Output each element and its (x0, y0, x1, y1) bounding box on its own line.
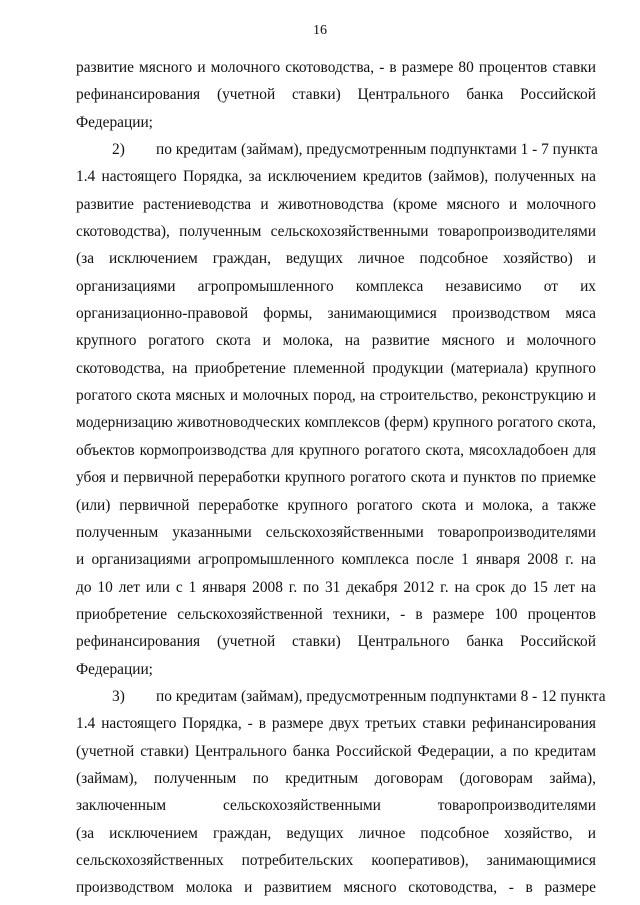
text-line: производством молока и развитием мясного скотоводства, - в размере (76, 879, 596, 897)
text-line: по кредитам (займам), предусмотренным подпунктами 8 - 12 пункта (156, 687, 606, 705)
text-line: (за исключением граждан, ведущих личное подсобное хозяйство, и (76, 824, 596, 842)
text-line: скотоводства, на приобретение племенной продукции (материала) крупного (76, 359, 596, 377)
text-line: (за исключением граждан, ведущих личное подсобное хозяйство) и (76, 250, 596, 268)
text-line: (учетной ставки) Центрального банка Российской Федерации, а по кредитам (76, 742, 596, 760)
text-line: рефинансирования (учетной ставки) Центрального банка Российской (76, 633, 596, 651)
text-line: скотоводства), полученным сельскохозяйственными товаропроизводителями (76, 223, 596, 241)
paragraph-first-line (76, 136, 596, 163)
text-line: развитие растениеводства и животноводства (кроме мясного и молочного (76, 195, 596, 213)
text-line: Федерации; (76, 660, 153, 678)
text-line: объектов кормопроизводства для крупного рогатого скота, мясохладобоен для (76, 441, 596, 459)
paragraph-first-line (76, 683, 606, 710)
text-line: модернизацию животноводческих комплексов (ферм) крупного рогатого скота, (76, 414, 596, 432)
text-line: и организациями агропромышленного комплекса после 1 января 2008 г. на (76, 551, 596, 569)
text-line: полученным указанными сельскохозяйственными товаропроизводителями (76, 523, 596, 541)
text-line: (займам), полученным по кредитным договорам (договорам займа), (76, 769, 596, 787)
text-line: заключенным сельскохозяйственными товаропроизводителями (76, 797, 596, 815)
text-line: рогатого скота мясных и молочных пород, на строительство, реконструкцию и (76, 387, 596, 405)
text-line: Федерации; (76, 113, 153, 131)
text-line: убоя и первичной переработки крупного рогатого скота и пунктов по приемке (76, 469, 596, 487)
text-line: 1.4 настоящего Порядка, - в размере двух третьих ставки рефинансирования (76, 715, 596, 733)
paragraph-3 (76, 683, 606, 902)
paragraph-1 (76, 54, 596, 136)
text-line: крупного рогатого скота и молока, на развитие мясного и молочного (76, 332, 596, 350)
text-line: сельскохозяйственных потребительских кооперативов), занимающимися (76, 851, 596, 869)
document-body (76, 54, 606, 902)
text-line: организациями агропромышленного комплекса независимо от их (76, 277, 596, 295)
text-line: (или) первичной переработке крупного рогатого скота и молока, а также (76, 496, 596, 514)
paragraph-2 (76, 136, 596, 683)
list-number: 3) (112, 687, 125, 705)
text-line: 1.4 настоящего Порядка, за исключением кредитов (займов), полученных на (76, 168, 596, 186)
text-line: организационно-правовой формы, занимающимися производством мяса (76, 305, 596, 323)
text-line: до 10 лет или с 1 января 2008 г. по 31 декабря 2012 г. на срок до 15 лет на (76, 578, 596, 596)
text-line: развитие мясного и молочного скотоводства, - в размере 80 процентов ставки (76, 59, 596, 76)
text-line: приобретение сельскохозяйственной техники, - в размере 100 процентов (76, 605, 596, 623)
text-line: по кредитам (займам), предусмотренным подпунктами 1 - 7 пункта (156, 141, 598, 159)
page-number: 16 (313, 23, 327, 38)
list-number: 2) (112, 141, 125, 159)
text-line: рефинансирования (учетной ставки) Центрального банка Российской (76, 86, 596, 104)
